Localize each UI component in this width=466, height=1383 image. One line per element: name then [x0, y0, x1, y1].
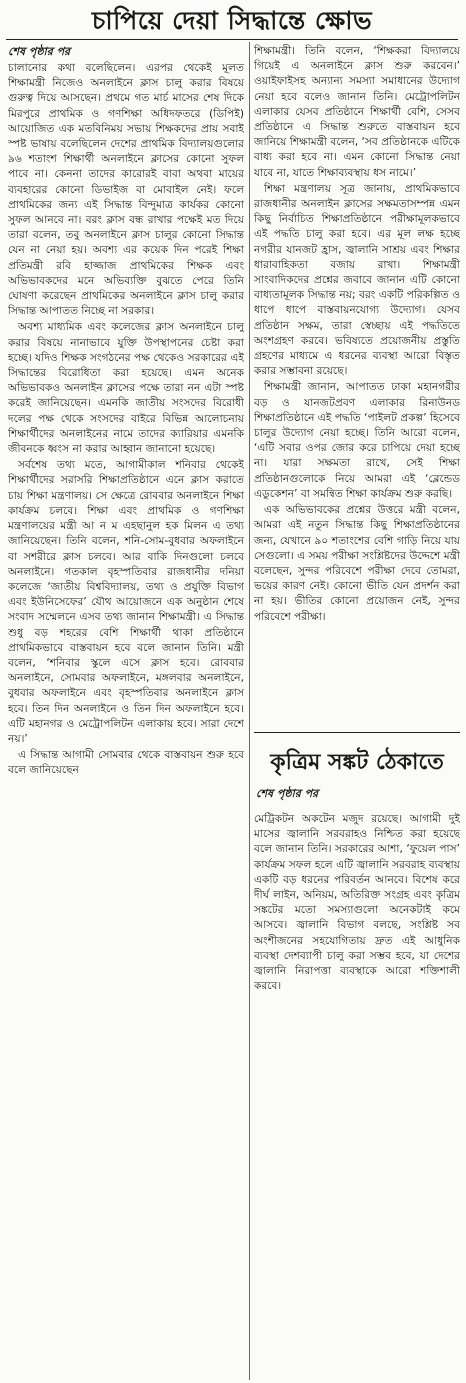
paragraph: শিক্ষামন্ত্রী। তিনি বলেন, ‘শিক্ষকরা বিদ্যালয়ে গিয়েই এ অনলাইনে ক্লাস শুরু করবেন।’ ওয়াইফাইসহ অন্যান্য সমস্যা সমাধানের উদ্যোগ নেয়া হবে বলেও জানান তিনি। মেট্রোপলিটন এলাকার যেসব প্রতিষ্ঠানে শিক্ষার্থী বেশি, সেসব প্রতিষ্ঠানে এ সিদ্ধান্ত শুরুতে বাস্তবায়ন হবে জানিয়ে শিক্ষামন্ত্রী বলেন, ‘সব প্রতিষ্ঠানকে এটিকে বাধ্য করা হবে না। এমন কোনো সিদ্ধান্ত নেয়া যাবে না, যাতে শিক্ষাব্যবস্থায় ধস নামে।’ [254, 45, 460, 179]
second-article-rule [254, 732, 460, 733]
second-continuation-kicker: শেষ পৃষ্ঠার পর [256, 787, 319, 800]
paragraph: অবশ্য মাধ্যমিক এবং কলেজের ক্লাস অনলাইনে চালু করার বিষয়ে নানাভাবে যুক্তি উপস্থাপনের চেষ্টা করা হচ্ছে। যদিও শিক্ষক সংগঠনের পক্ষ থেকেও সরকারের এই সিদ্ধান্তের বিরোধিতা করা হয়েছে। এমন অনেক অভিভাবকও অনলাইন ক্লাসের পক্ষে তারা নন এটা স্পষ্ট করেই জানিয়েছেন। এমনকি জাতীয় সংসদের বিরোধী দলের পক্ষ থেকে সংসদের বাইরে বিভিন্ন আলোচনায় শিক্ষার্থীদের অনলাইনের নামে তাদের ক্যারিয়ার এমনকি জীবনকে ধ্বংস না করার আহ্বান জানানো হয়েছে। [8, 321, 244, 456]
headline-rule [6, 39, 458, 40]
paragraph: সর্বশেষ তথ্য মতে, আগামীকাল শনিবার থেকেই শিক্ষার্থীদের সরাসরি শিক্ষাপ্রতিষ্ঠানে এনে ক্লাস করাতে চায় শিক্ষা মন্ত্রণালয়। সে ক্ষেত্রে রোববার অনলাইনে শিক্ষা কার্যক্রম চলবে। শিক্ষা এবং প্রাথমিক ও গণশিক্ষা মন্ত্রণালয়ের মন্ত্রী আ ন ম এহছানুল হক মিলন এ তথ্য জানিয়েছেন। তিনি বলেন, শনি-সোম-বুধবার অফলাইনে বা সশরীরে ক্লাস চলবে। আর বাকি দিনগুলো চলবে অনলাইনে। গতকাল বৃহস্পতিবার রাজধানীর দনিয়া কলেজে ‘জাতীয় বিশ্ববিদ্যালয়, তথ্য ও প্রযুক্তি বিভাগ এবং ইউনিসেফের’ যৌথ আয়োজনে এক অনুষ্ঠান শেষে সংবাদ সম্মেলনে এসব তথ্য জানান শিক্ষামন্ত্রী। এ সিদ্ধান্ত শুধু বড় শহরের বেশি শিক্ষার্থী থাকা প্রতিষ্ঠানে প্রাথমিকভাবে বাস্তবায়ন হবে বলে জানান তিনি। মন্ত্রী বলেন, ‘শনিবার স্কুলে এসে ক্লাস হবে। রোববার অনলাইনে, সোমবার অফলাইনে, মঙ্গলবার অনলাইনে, বুধবার অফলাইনে এবং বৃহস্পতিবার অনলাইনে ক্লাস হবে। তিন দিন অনলাইনে ও তিন দিন অফলাইনে হবে। এটি মহানগর ও মেট্রোপলিটন এলাকায় হবে। সারা দেশে নয়।’ [8, 459, 244, 745]
paragraph: এ সিদ্ধান্ত আগামী সোমবার থেকে বাস্তবায়ন শুরু হবে বলে জানিয়েছেন [8, 749, 244, 777]
column-divider [249, 42, 250, 1380]
continuation-kicker: শেষ পৃষ্ঠার পর [8, 45, 71, 58]
paragraph: চালানোর কথা বলেছিলেন। এরপর থেকেই মূলত শিক্ষামন্ত্রী নিজেও অনলাইনে ক্লাস চালু করার বিষয়ে গুরুত্ব দিয়ে আসছেন। প্রথমে গত মার্চ মাসের শেষ দিকে মিরপুরে প্রাথমিক ও গণশিক্ষা অধিদফতরে (ডিপিই) আয়োজিত এক মতবিনিময় সভায় শিক্ষকদের প্রায় সবাই স্পষ্ট ভাষায় বলেছিলেন দেশের প্রাথমিক বিদ্যালয়গুলোর ৯৬ শতাংশ শিক্ষার্থী অনলাইনে ক্লাসের কোনো সুফল পাবে না। কেননা তাদের কারোরই বাবা অথবা মায়ের ব্যবহারের কোনো ডিভাইজ বা মোবাইল নেই। ফলে প্রাথমিকের জন্য এই সিদ্ধান্ত বিন্দুমাত্র কার্যকর কোনো সুফল আনবে না। বরং ক্লাস বন্ধ রাখার পক্ষেই মত দিয়ে তারা বলেন, তবু অনলাইনে ক্লাস চালুর কোনো সিদ্ধান্ত যেন না নেয়া হয়। অবশ্য এর কয়েক দিন পরেই শিক্ষা প্রতিমন্ত্রী রবি হাজ্জাজ প্রাথমিকের শিক্ষক এবং অভিভাবকদের মনে অভিব্যক্তি বুঝতে পেরে তিনি ঘোষণা করেছেন প্রাথমিকের অনলাইনে ক্লাস চালু করার সিদ্ধান্ত আপাতত নিচ্ছে না সরকার। [8, 62, 244, 318]
paragraph: শিক্ষামন্ত্রী জানান, আপাতত ঢাকা মহানগরীর বড় ও যানজটপ্রবণ এলাকার রিনাউনড শিক্ষাপ্রতিষ্ঠানে এই পদ্ধতি ‘পাইলট প্রকল্প’ হিসেবে চালুর উদ্যোগ নেয়া হচ্ছে। তিনি আরো বলেন, ‘এটি সবার ওপর জোর করে চাপিয়ে দেয়া হচ্ছে না। যারা সক্ষমতা রাখে, সেই শিক্ষা প্রতিষ্ঠানগুলোকে নিয়ে আমরা এই ‘ব্লেন্ডেড এডুকেশন’ বা সমন্বিত শিক্ষা কার্যক্রম শুরু করছি। [254, 381, 460, 500]
second-article-headline: কৃত্রিম সঙ্কট ঠেকাতে [270, 749, 444, 775]
paragraph: এক অভিভাবকের প্রশ্নের উত্তরে মন্ত্রী বলেন, আমরা এই নতুন সিদ্ধান্ত কিছু শিক্ষাপ্রতিষ্ঠানের জন্য, যেখানে ৯০ শতাংশের বেশি গাড়ি নিয়ে যায় সেগুলো। এ সময় পরীক্ষা সংশ্লিষ্টদের উদ্দেশে মন্ত্রী বলেছেন, সুন্দর পরিবেশে পরীক্ষা দেবে তোমরা, ভয়ের কারণ নেই। কোনো ভীতি যেন প্রদর্শন করা না হয়। ভীতির কোনো প্রয়োজন নেই, সুন্দর পরিবেশে পরীক্ষা। [254, 504, 460, 623]
article-column-right [254, 44, 460, 720]
article-column-left [8, 44, 244, 1378]
article-headline: চাপিয়ে দেয়া সিদ্ধান্তে ক্ষোভ [91, 6, 373, 35]
second-article-body [254, 812, 460, 1378]
paragraph: শিক্ষা মন্ত্রণালয় সূত্র জানায়, প্রাথমিকভাবে রাজধানীর অনলাইন ক্লাসের সক্ষমতাসম্পন্ন এমন কিছু নির্বাচিত শিক্ষাপ্রতিষ্ঠানে পরীক্ষামূলকভাবে এই পদ্ধতি চালু করা হবে। এর মূল লক্ষ হচ্ছে নগরীর যানজট হ্রাস, জ্বালানি সাশ্রয় এবং শিক্ষার ধারাবাহিকতা বজায় রাখা। শিক্ষামন্ত্রী সাংবাদিকদের প্রশ্নের জবাবে জানান এটি কোনো বাধ্যতামূলক সিদ্ধান্ত নয়; বরং একটি পরিকল্পিত ও ধাপে ধাপে বাস্তবায়নযোগ্য উদ্যোগ। যেসব প্রতিষ্ঠান সক্ষম, তারা স্বেচ্ছায় এই পদ্ধতিতে অংশগ্রহণ করবে। ভবিষ্যতে প্রয়োজনীয় প্রস্তুতি গ্রহণের মাধ্যমে এ ধরনের ব্যবস্থা আরো বিস্তৃত করার সম্ভাবনা রয়েছে। [254, 182, 460, 378]
paragraph: মেট্রিকটন অকটেন মজুদ রয়েছে। আগামী দুই মাসের জ্বালানি সরবরাহও নিশ্চিত করা হয়েছে বলে জানান তিনি। সরকারের আশা, ‘ফুয়েল পাস’ কার্যক্রম সফল হলে এটি জ্বালানি সরবরাহ ব্যবস্থায় একটি বড় ধরনের পরিবর্তন আনবে। বিশেষ করে দীর্ঘ লাইন, অনিয়ম, অতিরিক্ত সংগ্রহ এবং কৃত্রিম সঙ্কটের মতো সমস্যাগুলো অনেকটাই কমে আসবে। জ্বালানি বিভাগ বলছে, সংশ্লিষ্ট সব অংশীজনের সহযোগিতায় দ্রুত এই আধুনিক ব্যবস্থা দেশব্যাপী চালু করা সম্ভব হবে, যা দেশের জ্বালানি নিরাপত্তা ব্যবস্থাকে আরো শক্তিশালী করবে। [254, 813, 460, 993]
